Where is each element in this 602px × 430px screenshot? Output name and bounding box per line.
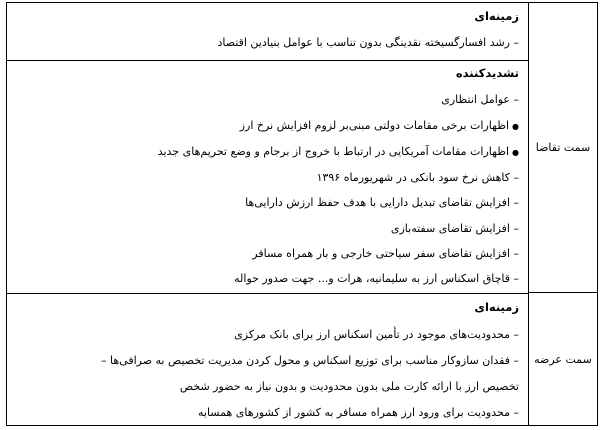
intensifier-bullet-item: ● اظهارات برخی مقامات دولتی مبنی‌بر لزوم افزایش نرخ ارز (13, 119, 519, 134)
intensifier-item: – کاهش نرخ سود بانکی در شهریورماه ۱۳۹۶ (316, 171, 519, 184)
demand-context-title: زمینه‌ای (474, 9, 519, 23)
supply-context-item: – فقدان سازوکار مناسب برای توزیع اسکناس و محول کردن مدیریت تخصیص به صرافی‌ها – (101, 354, 519, 367)
factors-table (6, 2, 598, 426)
row-divider (7, 60, 528, 61)
supply-side-label: سمت عرضه (528, 293, 597, 425)
intensifier-item: – عوامل انتظاری (441, 93, 519, 106)
row-divider (7, 293, 528, 294)
supply-context-item: – محدودیت برای ورود ارز همراه مسافر به کشور از کشورهای همسایه (197, 406, 519, 419)
intensifier-item: – قاچاق اسکناس ارز به سلیمانیه، هرات و... جهت صدور حواله (234, 272, 519, 285)
demand-side-label: سمت تقاضا (528, 3, 597, 293)
supply-context-title: زمینه‌ای (474, 300, 519, 314)
intensifier-item: – افزایش تقاضای تبدیل دارایی با هدف حفظ ارزش دارایی‌ها (245, 196, 519, 209)
supply-context-item: – محدودیت‌های موجود در تأمین اسکناس ارز برای بانک مرکزی (234, 328, 519, 341)
intensifier-item: – افزایش تقاضای سفر سیاحتی خارجی و بار همراه مسافر (252, 247, 519, 260)
intensifier-item: – افزایش تقاضای سفته‌بازی (390, 222, 519, 235)
demand-context-item: – رشد افسارگسیخته نقدینگی بدون تناسب با عوامل بنیادین اقتصاد (217, 36, 519, 49)
supply-context-item: تخصیص ارز با ارائه کارت ملی بدون محدودیت و بدون نیاز به حضور شخص (179, 380, 519, 393)
intensifier-bullet-item: ● اظهارات مقامات آمریکایی در ارتباط با خروج از برجام و وضع تحریم‌های جدید (13, 145, 519, 160)
demand-intensifier-title: تشدیدکننده (455, 66, 519, 80)
